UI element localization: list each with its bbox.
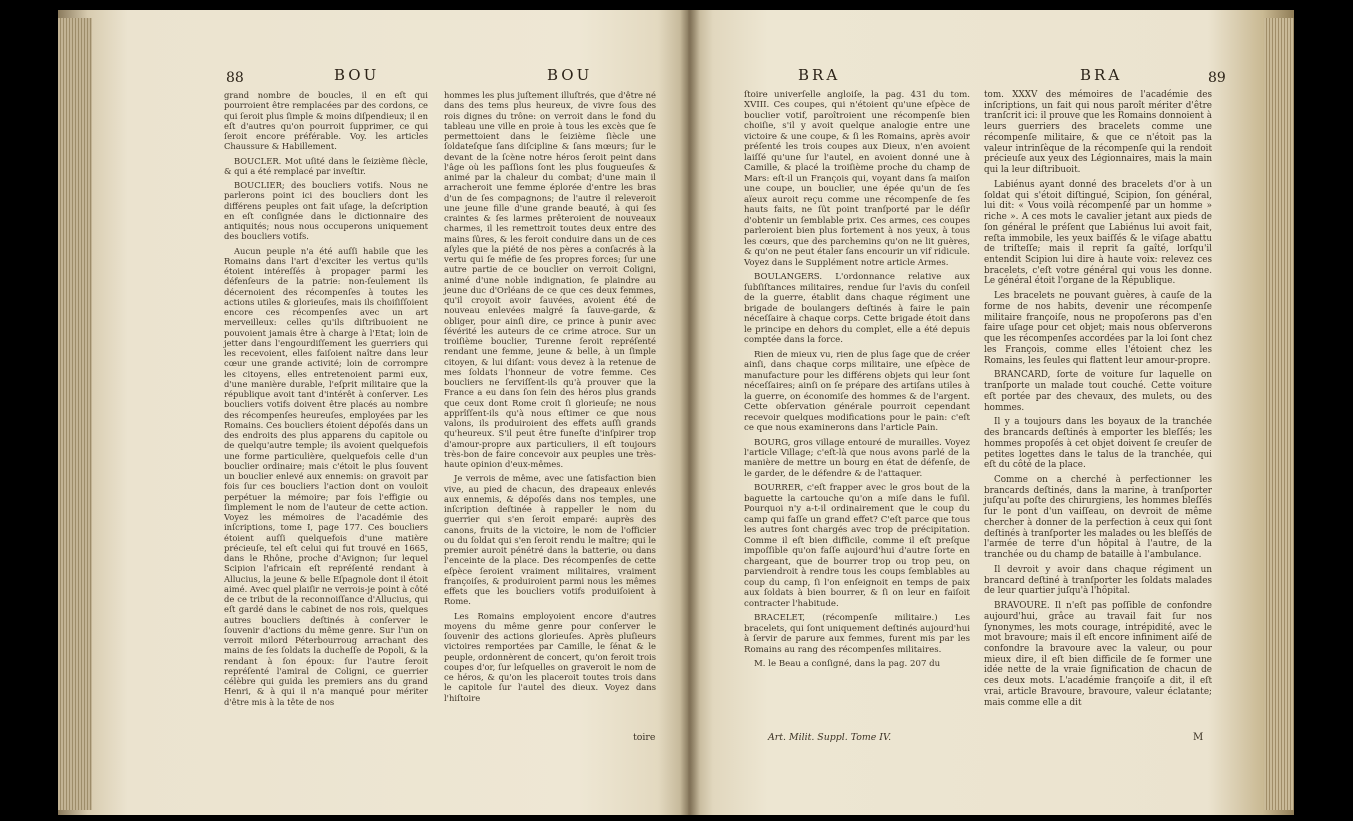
left-page-column-2 [444, 90, 656, 707]
paragraph: Il y a toujours dans les boyaux de la tranchée des brancards deſtinés à emporter les bleſſés; les hommes propoſés à cet objet doivent ſe creuſer de petites logettes dans le talus de la tranchée, qui eſt du côté de la place. [984, 417, 1212, 471]
paragraph: BOURRER, c'eſt frapper avec le gros bout de la baguette la cartouche qu'on a miſe dans le fuſil. Pourquoi n'y a-t-il ordinairement que le coup du camp qui faſſe un grand effet? C'eſt parce que tous les autres ſont chargés avec trop de précipitation. Comme il eſt bien difficile, comme il eſt preſque impoſſible qu'on faſſe aujourd'hui d'autre ſorte en chargeant, que de bourrer trop ou trop peu, on parviendroit à rendre tous les coups ſemblables au coup du camp, ſi l'on enſeignoit en temps de paix aux ſoldats à bien bourrer, & ſi on leur en faiſoit contracter l'habitude. [744, 483, 970, 609]
paragraph: M. le Beau a conſigné, dans la pag. 207 du [754, 659, 941, 670]
running-head-right-1: BRA [798, 66, 841, 84]
paragraph: BOULANGERS. L'ordonnance relative aux ſubſiſtances militaires, rendue ſur l'avis du conſeil de la guerre, établit dans chaque régiment une brigade de boulangers deſtinés à faire le pain néceſſaire à chaque corps. Cette brigade étoit dans le principe en dehors du complet, elle a été depuis comptée dans la force. [744, 272, 970, 346]
paragraph: hommes les plus juſtement illuſtrés, que d'être né dans des tems plus heureux, de vivre ſous des rois dignes du trône: on verroit dans le fond du tableau une ville en proie à tous les excès que ſe permettoient dans le ſeizième ſiècle une ſoldateſque ſans diſcipline & ſans mœurs; ſur le devant de la ſcène notre héros ſeroit peint dans l'âge où les paſſions ſont les plus fougueuſes & animé par la chaleur du combat; d'une main il arracheroit une femme éplorée d'entre les bras d'un de ſes compagnons; de l'autre il releveroit une jeune fille d'une grande beauté, à qui ſes craintes & ſes larmes prêteroient de nouveaux charmes, il les remettroit toutes deux entre des mains ſûres, & les feroit conduire dans un de ces aſyles que la piété de nos pères a conſacrés à la vertu qui ſe méfie de ſes propres forces; ſur une autre partie de ce bouclier on verroit Coligni, animé d'une noble indignation, ſe plaindre au jeune duc d'Orléans de ce que ces deux femmes, qu'il croyoit avoir ſauvées, avoient été de nouveau enlevées malgré ſa ſauve-garde, & obliger, pour ainſi dire, ce prince à punir avec ſévérité les auteurs de ce crime atroce. Sur un troiſième bouclier, Turenne ſeroit repréſenté rendant une femme, jeune & belle, à un ſimple citoyen, & lui diſant: vous devez à la retenue de mes ſoldats l'honneur de votre femme. Ces boucliers ne ſerviſſent-ils qu'à prouver que la France a eu dans ſon ſein des héros plus grands que ceux dont Rome croit ſi glorieuſe; ne nous apprîſſent-ils qu'à nous eſtimer ce que nous valons, ils produiroient des effets auſſi grands qu'heureux. S'il peut être funeſte d'inſpirer trop d'amour-propre aux particuliers, il eſt toujours très-bon de faire concevoir aux peuples une très-haute opinion d'eux-mêmes. [444, 90, 656, 469]
right-page [688, 10, 1294, 815]
paragraph: BRANCARD, ſorte de voiture ſur laquelle on tranſporte un malade tout couché. Cette voiture eſt portée par des chevaux, des mulets, ou des hommes. [984, 370, 1212, 413]
paragraph: Rien de mieux vu, rien de plus ſage que de créer ainſi, dans chaque corps militaire, une eſpèce de manufacture pour les différens objets qui leur ſont néceſſaires; ainſi on ſe prépare des artiſans utiles à la guerre, on économiſe des hommes & de l'argent. Cette obſervation générale pourroit cependant recevoir quelques modifications pour le pain: c'eſt ce que nous examinerons dans l'article Pain. [744, 349, 970, 434]
paragraph: Je verrois de même, avec une ſatisfaction bien vive, au pied de chacun, des drapeaux enlevés aux ennemis, & dépoſés dans nos temples, une inſcription deſtinée à rappeller le nom du guerrier qui s'en ſeroit emparé: auprès des canons, fruits de la victoire, le nom de l'officier ou du ſoldat qui s'en ſeroit rendu le maître; qui le premier auroit pénétré dans la batterie, ou dans l'enceinte de la place. Des récompenſes de cette eſpèce ſeroient vraiment militaires, vraiment françoiſes, & produiroient parmi nous les mêmes effets que les boucliers votifs produiſoient à Rome. [444, 473, 656, 607]
paragraph: BOUCLER. Mot uſité dans le ſeizième ſiècle, & qui a été remplacé par inveſtir. [224, 155, 428, 176]
paragraph: BRAVOURE. Il n'eſt pas poſſible de confondre aujourd'hui, grâce au travail fait ſur nos ſynonymes, les mots courage, intrépidité, avec le mot bravoure; mais il eſt encore infiniment aiſé de confondre la bravoure avec la valeur, ou pour mieux dire, il eſt bien difficile de ſe former une idée nette de la vraie ſignification de chacun de ces deux mots. L'académie françoiſe a dit, il eſt vrai, article Bravoure, bravoure, valeur éclatante; mais comme elle a dit [984, 601, 1212, 708]
right-page-column-1 [744, 90, 970, 674]
running-head-left-2: BOU [547, 66, 593, 84]
book-gutter [680, 10, 700, 815]
paragraph: BOURG, gros village entouré de murailles. Voyez l'article Village; c'eſt-là que nous avons parlé de la manière de mettre un bourg en état de défenſe, de le garder, de le défendre & de l'attaquer. [744, 437, 970, 479]
left-page-edges [58, 18, 92, 810]
paragraph: Labiénus ayant donné des bracelets d'or à un ſoldat qui s'étoit diſtingué, Scipion, ſon général, lui dit: « Vous voilà récompenſé par un homme » riche ». A ces mots le cavalier jetant aux pieds de ſon général le préſent que Labiénus lui avoit fait, reſta immobile, les yeux baiſſés & le viſage abattu de triſteſſe; mais il reprit ſa gaîté, lorſqu'il entendit Scipion lui dire à haute voix: relevez ces bracelets, c'eſt votre général qui vous les donne. Le général étoit l'organe de la République. [984, 179, 1212, 287]
paragraph: Comme on a cherché à perfectionner les brancards deſtinés, dans la marine, à tranſporter juſqu'au poſte des chirurgiens, les hommes bleſſés ſur le pont d'un vaiſſeau, on devroit de même chercher à donner de la perfection à ceux qui ſont deſtinés à tranſporter les malades ou les bleſſés de l'armée de terre d'un hôpital à l'autre, de la tranchée ou du champ de bataille à l'ambulance. [984, 474, 1212, 561]
paragraph: Aucun peuple n'a été auſſi habile que les Romains dans l'art d'exciter les vertus qu'ils étoient intéreſſés à propager parmi les défenſeurs de la patrie: non-ſeulement ils décernoient des récompenſes à toutes les actions utiles & glorieuſes, mais ils choiſiſſoient encore ces récompenſes avec un art merveilleux: celles qu'ils diſtribuoient ne pouvoient jamais être à charge à l'Etat; loin de jetter dans l'engourdiſſement les guerriers qui les recevoient, elles faiſoient naître dans leur cœur une grande activité; loin de corrompre les citoyens, elles entretenoient parmi eux, d'une manière durable, l'eſprit militaire que la république avoit tant d'intérêt à conſerver. Les boucliers votifs doivent être placés au nombre des récompenſes heureuſes, employées par les Romains. Ces boucliers étoient dépoſés dans un des endroits des plus apparens du capitole ou de quelqu'autre temple; ils avoient quelquefois une forme particulière, quelquefois celle d'un bouclier ordinaire; mais c'étoit le plus ſouvent un bouclier enlevé aux ennemis: on gravoit par fois ſur ces boucliers l'action dont on vouloit perpétuer la mémoire; par fois l'effigie ou ſimplement le nom de l'auteur de cette action. Voyez les mémoires de l'académie des inſcriptions, tome I, page 177. Ces boucliers étoient auſſi quelquefois d'une matière précieuſe, tel eſt celui qui fut trouvé en 1665, dans le Rhône, proche d'Avignon; ſur lequel Scipion l'africain eſt repréſenté rendant à Allucius, la jeune & belle Eſpagnole dont il étoit aimé. Avec quel plaiſir ne verrois-je point à côté de ce tribut de la reconnoiſſance d'Allucius, qui eſt gardé dans le cabinet de nos rois, quelques autres boucliers deſtinés à conſerver le ſouvenir d'actions du même genre. Sur l'un on verroit milord Péterbourroug arrachant des mains de ſes ſoldats la ducheſſe de Popoli, & la rendant à ſon époux: ſur l'autre ſeroit repréſenté l'amiral de Coligni, ce guerrier célèbre qui guida les premiers ans du grand Henri, & à qui il n'a manqué pour mériter d'être mis à la tête de nos [224, 245, 428, 707]
right-page-column-2 [984, 90, 1212, 712]
page-number-left: 88 [226, 70, 244, 86]
right-page-edges [1264, 18, 1294, 810]
paragraph: Les bracelets ne pouvant guères, à cauſe de la forme de nos habits, devenir une récompenſe militaire françoiſe, nous ne propoſerons pas d'en faire uſage pour cet objet; mais nous obſerverons que les récompenſes accordées par la loi ſont chez les François, comme elles l'étoient chez les Romains, les ſeules qui flattent leur amour-propre. [984, 291, 1212, 366]
signature-mark: M [1193, 732, 1204, 743]
catchword: toire [633, 732, 656, 743]
left-page [58, 10, 688, 815]
paragraph: grand nombre de boucles, il en eſt qui pourroient être remplacées par des cordons, ce qui ſeroit plus ſimple & moins diſpendieux; il en eſt d'autres qu'on pourroit ſupprimer, ce qui ſeroit encore préférable. Voy. les articles Chaussure & Habillement. [224, 90, 428, 152]
paragraph: BOUCLIER; des boucliers votifs. Nous ne parlerons point ici des boucliers dont les différens peuples ont fait uſage, la deſcription en eſt conſignée dans le dictionnaire des antiquités; nous nous occuperons uniquement des boucliers votifs. [224, 180, 428, 242]
paragraph: Il devroit y avoir dans chaque régiment un brancard deſtiné à tranſporter les ſoldats malades de leur quartier juſqu'à l'hôpital. [984, 564, 1212, 597]
paragraph: Les Romains employoient encore d'autres moyens du même genre pour conſerver le ſouvenir des actions glorieuſes. Après pluſieurs victoires remportées par Camille, le ſénat & le peuple, ordonnèrent de concert, qu'on feroit trois coupes d'or, ſur leſquelles on graveroit le nom de ce héros, & qu'on les placeroit toutes trois dans le capitole ſur l'autel des dieux. Voyez dans l'hiſtoire [444, 610, 656, 703]
running-head-left-1: BOU [334, 66, 380, 84]
paragraph: ſtoire univerſelle angloiſe, la pag. 431 du tom. XVIII. Ces coupes, qui n'étoient qu'une eſpèce de bouclier votif, paroîtroient une récompenſe bien choiſie, s'il y avoit quelque analogie entre une victoire & une coupe, & ſi les Romains, après avoir préſenté les trois coupes aux Dieux, n'en avoient laiſſé qu'une ſur l'autel, en avoient donné une à Camille, & placé la troiſième proche du champ de Mars: eſt-il un François qui, voyant dans ſa maiſon une coupe, un bouclier, une épée qu'un de ſes aïeux auroit reçu comme une récompenſe de ſes hauts faits, ne ſût point tranſporté par le déſir d'obtenir un ſemblable prix. Ces armes, ces coupes parleroient bien plus fortement à nos yeux, à tous les cœurs, que des parchemins qu'on ne lit guères, & qu'on ne peut étaler ſans encourir un vif ridicule. Voyez dans le Supplément notre article Armes. [744, 90, 970, 268]
running-head-right-2: BRA [1080, 66, 1123, 84]
paragraph: tom. XXXV des mémoires de l'académie des inſcriptions, un fait qui nous paroît mériter d'être tranſcrit ici: il prouve que les Romains donnoient à leurs guerriers des bracelets comme une récompenſe militaire, & que ce n'étoit pas la valeur intrinſèque de la récompenſe qui la rendoit précieuſe aux yeux des Légionnaires, mais la main qui la leur diſtribuoit. [984, 90, 1212, 176]
left-page-column-1 [224, 90, 428, 711]
open-book [58, 10, 1294, 815]
paragraph: BRACELET, (récompenſe militaire.) Les bracelets, qui ſont uniquement deſtinés aujourd'hui à ſervir de parure aux femmes, furent mis par les Romains au rang des récompenſes militaires. [744, 613, 970, 655]
page-number-right: 89 [1208, 70, 1226, 86]
page-footer: Art. Milit. Suppl. Tome IV. [768, 732, 892, 743]
